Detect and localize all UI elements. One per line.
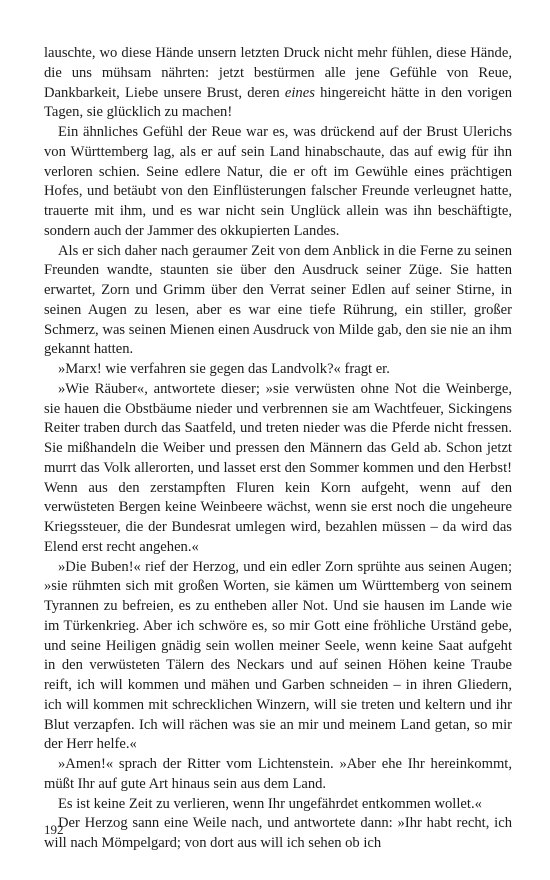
- page-number: 192: [44, 822, 64, 837]
- paragraph-1-emphasis: eines: [284, 84, 315, 101]
- paragraph-6: »Die Buben!« rief der Herzog, und ein edler Zorn sprühte aus seinen Augen; »sie rühmten sich mit großen Worten, sie kämen um Württemberg von seinem Tyrannen zu befreien, es zu entheben aller Not. Und sie hausen im Lande wie im Türkenkrieg. Aber ich schwöre es, so mir Gott eine fröhliche Urständ gebe, und seine Heiligen gnädig sein wollen meiner Seele, wenn keine Saat aufgeht in den verwüsteten Tälern des Neckars und auf seinen Höhen keine Traube reift, ich will kommen und mähen und Garben schneiden – in ihren Gliedern, ich will kommen mit schrecklichen Winzern, will sie treten und keltern und ihr Blut verzapfen. Ich will rächen was sie an mir und meinem Land getan, so mir der Herr helfe.«: [44, 558, 512, 753]
- paragraph-4: »Marx! wie verfahren sie gegen das Landvolk?« fragt er.: [58, 361, 390, 377]
- paragraph-1-part-3: hingereicht hätte in den vorigen Tagen, sie glücklich zu machen!: [44, 84, 513, 121]
- paragraph-5: »Wie Räuber«, antwortete dieser; »sie verwüsten ohne Not die Weinberge, sie hauen die Obstbäume nieder und verbrennen sie am Wachtfeuer, Sickingens Reiter traben durch das Saatfeld, und treten nieder was die Pferde nicht fressen. Sie mißhandeln die Weiber und pressen den Männern das Geld ab. Schon jetzt murrt das Volk allerorten, und lasset erst den Sommer kommen und den Herbst! Wenn aus den zerstampften Fluren kein Korn aufgeht, wenn auf den verwüsteten Bergen keine Weinbeere wächst, wenn sie erst noch die ungeheure Kriegssteuer, die der Bundesrat umlegen wird, bezahlen müssen – da wird das Elend erst recht angehen.«: [44, 380, 512, 555]
- paragraph-3: Als er sich daher nach geraumer Zeit von dem Anblick in die Ferne zu seinen Freunden wandte, staunten sie über den Ausdruck seiner Züge. Sie hatten erwartet, Zorn und Grimm über den Verrat seiner Edlen auf seiner Stirne, in seinen Augen zu lesen, aber es war eine tiefe Rührung, ein stiller, großer Schmerz, was seinen Mienen einen Ausdruck von Milde gab, den sie nie an ihm gekannt hatten.: [44, 242, 512, 358]
- paragraph-9: Der Herzog sann eine Weile nach, und antwortete dann: »Ihr habt recht, ich will nach Mömpelgard; von dort aus will ich sehen ob ich: [44, 815, 512, 851]
- paragraph-7: »Amen!« sprach der Ritter vom Lichtenstein. »Aber ehe Ihr hereinkommt, müßt Ihr auf gute Art hinaus sein aus dem Land.: [44, 756, 512, 792]
- paragraph-1: [44, 44, 512, 123]
- paragraph-2: Ein ähnliches Gefühl der Reue war es, was drückend auf der Brust Ulerichs von Württemberg lag, als er auf sein Land hinabschaute, das auf ewig für ihn verloren schien. Seine edlere Natur, die er oft im Gewühle eines prächtigen Hofes, und betäubt von den Einflüsterungen falscher Freunde verleugnet hatte, trauerte mit ihm, und es war nicht sein Unglück allein was ihn beschäftigte, sondern auch der Jammer des okkupierten Landes.: [44, 124, 512, 239]
- paragraph-1-part-1: lauschte, wo diese Hände unsern letzten Druck nicht mehr fühlen, diese Hände, die uns mühsam nährten: jetzt bestürmen alle jene Gefühle von Reue, Dankbarkeit, Liebe unsere Brust, deren: [44, 45, 512, 101]
- page-text: [44, 44, 512, 854]
- paragraph-8: Es ist keine Zeit zu verlieren, wenn Ihr ungefährdet entkommen wollet.«: [58, 795, 482, 812]
